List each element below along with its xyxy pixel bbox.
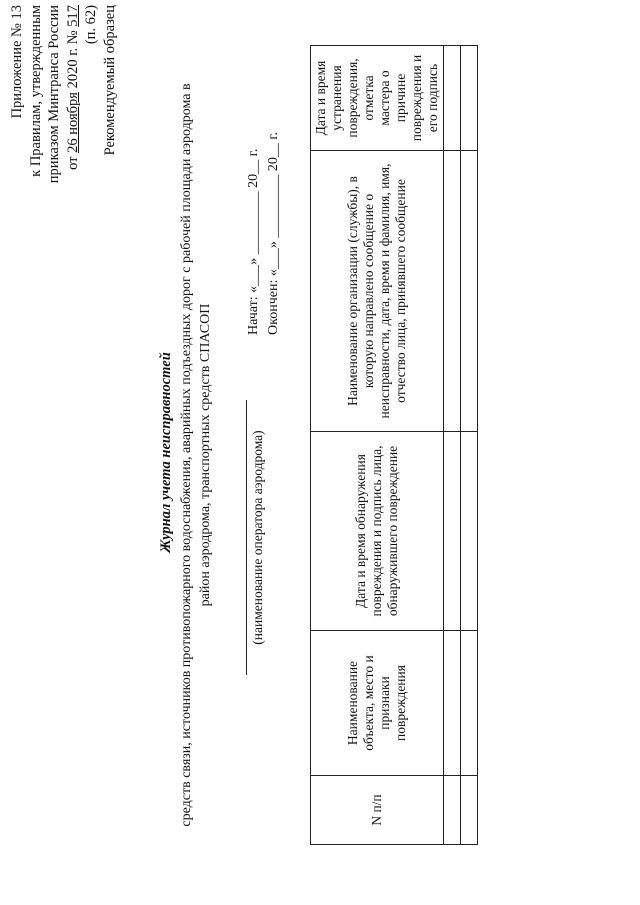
annex-date-mid: 2020 г. № [64,26,81,93]
table-row [461,46,478,845]
table-cell[interactable] [461,631,478,776]
header-detection: Дата и время обнаружения повреждения и подпись лица, обнаружившего повреждение [311,432,444,631]
table-cell[interactable] [444,776,461,845]
annex-date: 26 ноября [64,92,81,153]
annex-order-line: приказом Минтранса России [46,5,62,184]
annex-number: Приложение № 13 [9,5,25,119]
annex-block [8,5,119,255]
annex-clause: (п. 62) [83,5,99,45]
table-cell[interactable] [444,432,461,631]
table-row [444,46,461,845]
operator-caption: (наименование оператора аэродрома) [250,430,265,645]
table-cell[interactable] [461,432,478,631]
journal-subtitle-line-2: район аэродрома, транспортных средств СПАСОП [198,303,213,607]
journal-subtitle-line-1: средств связи, источников противопожарного водоснабжения, аварийных подъездных дорог с рабочей площади аэродрома в [179,83,194,827]
header-number: N п/п [311,776,444,845]
header-object: Наименование объекта, место и признаки повреждения [311,631,444,776]
journal-subtitle [177,55,215,855]
annex-sample-label: Рекомендуемый образец [101,5,118,156]
annex-rules-line: к Правилам, утвержденным [27,5,44,177]
table-cell[interactable] [461,151,478,432]
table-cell[interactable] [461,776,478,845]
journal-started: Начат: «___» _________ 20__ г. [246,148,261,335]
annex-date-line [64,5,83,255]
journal-table [310,45,478,845]
table-cell[interactable] [444,46,461,151]
header-notification: Наименование организации (службы), в которую направлено сообщение о неисправности, дата, время и фамилия, имя, отчество лица, принявшего сообщение [311,151,444,432]
journal-dates [244,25,284,335]
journal-finished: Окончен: «___» _________ 20__ г. [266,132,281,335]
annex-date-prefix: от [64,152,81,170]
table-cell[interactable] [444,151,461,432]
table-header-row [311,46,444,845]
annex-order-number: 517 [64,5,81,27]
journal-title: Журнал учета неисправностей [158,352,174,553]
table-cell[interactable] [444,631,461,776]
header-repair: Дата и время устранения повреждения, отметка мастера о причине повреждения и его подпись [311,46,444,151]
operator-name-line [246,400,247,675]
table-cell[interactable] [461,46,478,151]
